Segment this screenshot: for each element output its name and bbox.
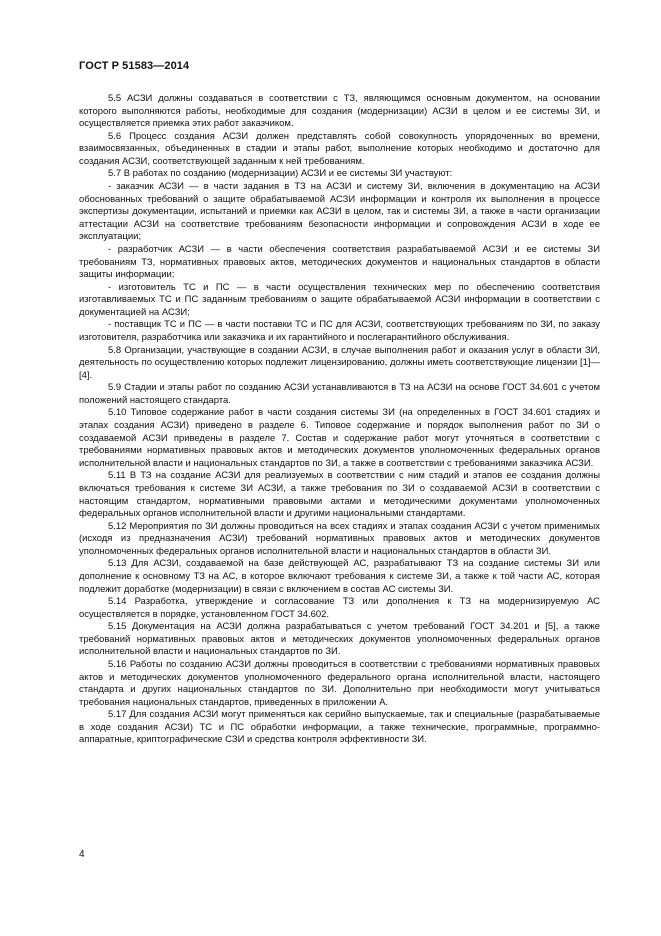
list-item: - разработчик АСЗИ — в части обеспечения соответствия разрабатываемой АСЗИ и ее системы ЗИ требованиям ТЗ, нормативных правовых актов, методических документов и национальных стандартов в области защиты информации; (79, 243, 600, 281)
paragraph: 5.15 Документация на АСЗИ должна разрабатываться с учетом требований ГОСТ 34.201 и [5], а также требований нормативных правовых актов и методических документов уполномоченных федеральных органов исполнительной власти и национальных стандартов по ЗИ. (79, 621, 600, 658)
list-item: - поставщик ТС и ПС — в части поставки ТС и ПС для АСЗИ, соответствующих требованиям по ЗИ, по заказу изготовителя, разработчика или заказчика и их гарантийного и послегарантийного обслуживания. (79, 319, 600, 343)
paragraph: 5.10 Типовое содержание работ в части создания системы ЗИ (на определенных в ГОСТ 34.601 стадиях и этапах создания АСЗИ) приведено в разделе 6. Типовое содержание и порядок выполнения работ по ЗИ о создаваемой АСЗИ приведены в разделе 7. Состав и содержание работ могут уточняться в соответствии с требованиями нормативных правовых актов и методических документов уполномоченных федеральных органов исполнительной власти и национальных стандартов по ЗИ, а также в соответствии с требованиями заказчика АСЗИ. (79, 407, 600, 469)
paragraph: 5.12 Мероприятия по ЗИ должны проводиться на всех стадиях и этапах создания АСЗИ с учетом применимых (исходя из предназначения АСЗИ) требований нормативных правовых актов и методических документов уполномоченных федеральных органов исполнительной власти и национальных стандартов в области ЗИ. (79, 520, 600, 557)
paragraph: 5.14 Разработка, утверждение и согласование ТЗ или дополнения к ТЗ на модернизируемую АС осуществляется в порядке, установленном ГОСТ 34.602. (79, 596, 600, 620)
paragraph: 5.6 Процесс создания АСЗИ должен представлять собой совокупность упорядоченных во времени, взаимосвязанных, объединенных в стадии и этапы работ, выполнение которых необходимо и достаточно для создания АСЗИ, соответствующей заданным к ней требованиям. (79, 130, 600, 167)
paragraph: 5.11 В ТЗ на создание АСЗИ для реализуемых в соответствии с ним стадий и этапов ее создания должны включаться требования к системе ЗИ АСЗИ, а также требования по ЗИ о создаваемой АСЗИ в соответствии с настоящим стандартом, нормативными правовыми актами и методическими документами уполномоченных федеральных органов исполнительной власти и другими национальными стандартами. (79, 470, 600, 520)
paragraph: 5.9 Стадии и этапы работ по созданию АСЗИ устанавливаются в ТЗ на АСЗИ на основе ГОСТ 34.601 с учетом положений настоящего стандарта. (79, 382, 600, 406)
paragraph: 5.16 Работы по созданию АСЗИ должны проводиться в соответствии с требованиями нормативных правовых актов и методических документов уполномоченного федерального органа исполнительной власти, настоящего стандарта и других национальных стандартов по ЗИ. Дополнительно при необходимости могут учитываться требования национальных стандартов, приведенных в приложении А. (79, 659, 600, 708)
paragraph: 5.17 Для создания АСЗИ могут применяться как серийно выпускаемые, так и специальные (разрабатываемые в ходе создания АСЗИ) ТС и ПС обработки информации, а также технические, программные, программно-аппаратные, криптографические СЗИ и средства контроля эффективности ЗИ. (79, 709, 600, 746)
paragraph: 5.5 АСЗИ должны создаваться в соответствии с ТЗ, являющимся основным документом, на основании которого выполняются работы, необходимые для создания (модернизации) АСЗИ в целом и ее системы ЗИ, и осуществляется приемка этих работ заказчиком. (79, 93, 600, 130)
document-body (79, 93, 600, 747)
paragraph: 5.8 Организации, участвующие в создании АСЗИ, в случае выполнения работ и оказания услуг в области ЗИ, деятельность по осуществлению которых подлежит лицензированию, должны иметь соответствующие лицензии [1]—[4]. (79, 344, 600, 381)
paragraph: 5.7 В работах по созданию (модернизации) АСЗИ и ее системы ЗИ участвуют: (108, 168, 453, 180)
list-item: - изготовитель ТС и ПС — в части осуществления технических мер по обеспечению соответствия изготавливаемых ТС и ПС заданным требованиям о защите обрабатываемой АСЗИ информации в соответствии с документацией на АСЗИ; (79, 281, 600, 318)
page-number: 4 (79, 849, 85, 860)
list-item: - заказчик АСЗИ — в части задания в ТЗ на АСЗИ и систему ЗИ, включения в документацию на АСЗИ обоснованных требований о защите обрабатываемой АСЗИ информации и контроля их выполнения в процессе экспертизы документации, испытаний и приемки как АСЗИ в целом, так и системы ЗИ, а также в части организации аттестации АСЗИ на соответствие требованиям безопасности информации и сопровождения АСЗИ в ходе ее эксплуатации; (79, 181, 600, 243)
document-header: ГОСТ Р 51583—2014 (79, 60, 190, 72)
paragraph: 5.13 Для АСЗИ, создаваемой на базе действующей АС, разрабатывают ТЗ на создание системы ЗИ или дополнение к основному ТЗ на АС, в которое включают требования к системе ЗИ, а также к той части АС, которая подлежит доработке (модернизации) в связи с включением в состав АС системы ЗИ. (79, 558, 600, 595)
